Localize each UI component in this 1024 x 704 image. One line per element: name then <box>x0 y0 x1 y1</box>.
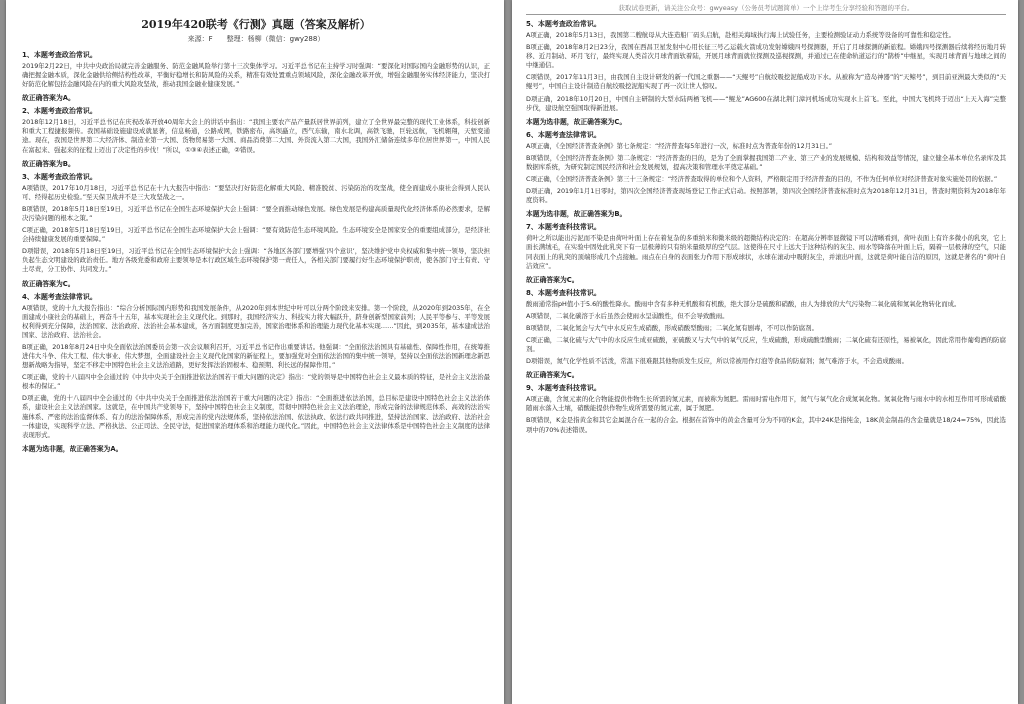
explanation-paragraph: A项错误，二氧化碳溶于水后虽然会使雨水呈弱酸性，但不会导致酸雨。 <box>526 311 729 320</box>
explanation-paragraph: A项正确，《全国经济普查条例》第七条规定：“经济普查每5年进行一次，标准时点为普查年份的12月31日。” <box>526 141 833 150</box>
explanation-paragraph: B项正确，2018年8月24日中央全面依法治国委员会第一次会议顺利召开，习近平总书记作出重要讲话。他强调：“全面依法治国具有基础性、保障性作用，在统筹推进伟大斗争、伟大工程、伟大事业、伟大梦想，全面建设社会主义现代化国家的新征程上，要加强党对全面依法治国的集中统一领导，坚持以全面依法治国新理念新思想新战略为指导，坚定不移走中国特色社会主义法治道路，更好发挥法治固根本、稳预期、利长远的保障作用。” <box>22 342 490 370</box>
question-heading: 3、本题考查政治常识。 <box>22 172 97 181</box>
answer-line: 故正确答案为C。 <box>22 279 75 288</box>
explanation-paragraph: 荷叶之所以能出污泥而不染是由荷叶叶面上存在着复杂的多重纳米和微米级的超微结构决定的：在超高分辨率显微镜下可以清晰看到，荷叶表面上有许多微小的乳突，它上面长满绒毛，在实验中固处此乳突下有一层极薄的只有纳米量级厚的空气层。这使得在尺寸上远大于这种结构的灰尘、雨水等降落在叶面上后，隔着一层极薄的空气，只能同表面上的乳突的顶端形成几个点接触。雨点在自身的表面张力作用下形成球状，水球在滚动中吸附灰尘，并滚出叶面，这就是荷叶能自洁的原因，这就是著名的“荷叶自洁效应”。 <box>526 234 1006 270</box>
explanation-paragraph: B项错误，K金是指黄金和其它金属混合在一起的合金。根据在首饰中的黄金含量可分为不同的K金，其中24K是指纯金，18K黄金制品的含金量就是18/24=75%，因此选项中的70%表述错误。 <box>526 416 1006 434</box>
document-page-left <box>6 0 504 704</box>
explanation-paragraph: D项正确，党的十八届四中全会通过的《中共中央关于全面推进依法治国若干重大问题的决定》指出：“全面推进依法治国，总目标是建设中国特色社会主义法治体系，建设社会主义法治国家。这就是，在中国共产党领导下，坚持中国特色社会主义制度，贯彻中国特色社会主义法治理论，形成完备的法律规范体系、高效的法治实施体系、严密的法治监督体系、有力的法治保障体系，形成完善的党内法规体系，坚持依法治国、依法执政、依法行政共同推进，坚持法治国家、法治政府、法治社会一体建设，实现科学立法、严格执法、公正司法、全民守法，促进国家治理体系和治理能力现代化。”因此，中国特色社会主义法律体系是中国特色社会主义制度的法律表现形式。 <box>22 394 490 439</box>
explanation-paragraph: C项错误，2017年11月3日，由我国自主设计研发的新一代国之重器——“天鲲号”自航绞吸挖泥船成功下水。从被称为“造岛神器”的“天鲸号”，到目前亚洲最大类似的“天鲲号”，中国自主设计制造自航绞吸挖泥船实现了再一次让世人惊叹。 <box>526 73 1006 91</box>
explanation-paragraph: B项错误，二氧化氮会与大气中水反应生成硝酸，形成硝酸型酸雨；二氧化氮有剧毒，不可以作防腐剂。 <box>526 323 818 332</box>
explanation-paragraph: B项正确，2018年8月2日23分，我国在西昌卫星发射中心用长征三号乙运载火箭成功发射嫦娥四号探测器，开启了月球探测的新旅程。嫦娥四号探测器后续将经历地月转移、近月制动、环月飞行，最终实现人类首次月球背面软着陆，开展月球背面就位探测及巡视探测，并通过已在使命轨道运行的“鹊桥”中继星，实现月球背面与地球之间的中继通信。 <box>526 43 1006 70</box>
question-heading: 8、本题考查科技常识。 <box>526 288 601 297</box>
document-page-right <box>512 0 1018 704</box>
explanation-paragraph: B项错误，《全国经济普查条例》第二条规定：“经济普查的目的，是为了全面掌握我国第二产业、第三产业的发展规模、结构和效益等情况，建立健全基本单位名录库及其数据库系统，为研究制定国民经济和社会发展规划，提高决策和管理水平奠定基础。” <box>526 153 1006 171</box>
answer-line: 故正确答案为C。 <box>526 275 579 284</box>
explanation-paragraph: D项错误，氮气化学性质不活泼，常温下很难跟其他物质发生反应，所以常被用作灯泡等食品的防腐剂；氮气难溶于水，不会造成酸雨。 <box>526 357 908 366</box>
explanation-paragraph: A项正确，含氮元素的化合物能提供作物生长所需的氮元素，而被称为氮肥。雷雨时雷电作用下，氮气与氧气化合成氮氧化物。氮氧化物与雨水中的水相互作用可形成硝酸随雨水落入土壤，硝酸能提供作物生成所需要的氮元素，属于氮肥。 <box>526 395 1006 413</box>
left-content <box>22 50 490 453</box>
explanation-paragraph: A项正确，2018年5月13日，我国第二艘航母从大连造船厂码头启航，赴相关海域执行海上试验任务，主要检测验证动力系统等设备的可靠性和稳定性。 <box>526 31 956 39</box>
explanation-paragraph: C项正确，2018年5月18日至19日，习近平总书记在全国生态环境保护大会上强调：“要有效防范生态环境风险。生态环境安全是国家安全的重要组成部分，是经济社会持续健康发展的重要保障。” <box>22 226 490 244</box>
explanation-paragraph: D项正确，2018年10月20日，中国自主研制的大型水陆两栖飞机——“鲲龙”AG600在湖北荆门漳河机场成功实现水上首飞。至此，中国大飞机终于迈出“上天入海”完整步伐，建设航空强国取得新进展。 <box>526 94 1006 112</box>
explanation-paragraph: 2019年2月22日，中共中央政治局就完善金融服务、防范金融风险举行第十三次集体学习。习近平总书记在主持学习时强调：“要深化对国际国内金融形势的认识，正确把握金融本质，深化金融供给侧结构性改革，平衡好稳增长和防风险的关系，精准有效处置重点领域风险，深化金融改革开放，增强金融服务实体经济能力，坚决打好防范化解包括金融风险在内的重大风险攻坚战，推动我国金融业健康发展。” <box>22 62 490 89</box>
question-heading: 4、本题考查法律常识。 <box>22 292 97 301</box>
explanation-paragraph: 2018年12月18日，习近平总书记在庆祝改革开放40周年大会上的讲话中指出：“我国主要农产品产量跃居世界前列，建立了全世界最完整的现代工业体系，科技创新和重大工程捷报频传。我国基础设施建设成就显著，信息畅通，公路成网，铁路密布，高坝矗立，西气东输，南水北调，高铁飞驰，巨轮远航，飞机翱翔，天堑变通途。现在，我国是世界第二大经济体、制造业第一大国、货物贸易第一大国、商品消费第二大国、外资流入第二大国，我国外汇储备连续多年位居世界第一，中国人民在富起来、强起来的征程上迈出了决定性的步伐！”所以，①③④表述正确，②错误。 <box>22 118 490 154</box>
explanation-paragraph: C项正确，《全国经济普查条例》第三十三条规定：“经济普查取得的单位和个人资料，严格限定用于经济普查的目的，不作为任何单位对经济普查对象实施处罚的依据。” <box>526 175 998 184</box>
answer-line: 本题为选非题，故正确答案为C。 <box>526 117 627 126</box>
question-heading: 7、本题考查科技常识。 <box>526 223 601 232</box>
explanation-paragraph: C项正确，党的十八届四中全会通过的《中共中央关于全面推进依法治国若干重大问题的决定》指出：“党的领导是中国特色社会主义最本质的特征，是社会主义法治最根本的保证。” <box>22 373 490 391</box>
explanation-paragraph: B项错误，2018年5月18日至19日，习近平总书记在全国生态环境保护大会上强调：“要全面推动绿色发展。绿色发展是构建高质量现代化经济体系的必然要求，是解决污染问题的根本之策。” <box>22 204 490 222</box>
answer-line: 本题为选非题，故正确答案为A。 <box>22 444 123 453</box>
question-heading: 1、本题考查政治常识。 <box>22 51 97 59</box>
answer-line: 故正确答案为B。 <box>22 159 75 168</box>
explanation-paragraph: D项错误，2018年5月18日至19日，习近平总书记在全国生态环境保护大会上强调：“各地区各部门要增强‘四个意识’，坚决维护党中央权威和集中统一领导，坚决担负起生态文明建设的政治责任。地方各级党委和政府主要领导是本行政区域生态环境保护第一责任人，各相关部门要履行好生态环境保护职责，使各部门守土有责、守土尽责，分工协作、共同发力。” <box>22 247 490 274</box>
explanation-paragraph: A项错误，2017年10月18日，习近平总书记在十九大报告中指出：“要坚决打好防范化解重大风险、精准脱贫、污染防治的攻坚战，使全面建成小康社会得到人民认可、经得起历史检验。”至天保卫战并不是三大攻坚战之一。 <box>22 183 490 201</box>
document-source-line: 来源：F 整理：杨柳（微信：gwy288） <box>187 35 325 43</box>
answer-line: 故正确答案为A。 <box>22 94 75 103</box>
question-heading: 9、本题考查科技常识。 <box>526 384 601 393</box>
question-heading: 2、本题考查政治常识。 <box>22 107 97 116</box>
right-content <box>526 19 1006 435</box>
explanation-paragraph: 酸雨通常指pH值小于5.6的酸性降水。酸雨中含有多种无机酸和有机酸，绝大部分是硫酸和硝酸，由人为排放的大气污染物二氧化硫和氮氧化物转化而成。 <box>526 299 961 308</box>
question-heading: 5、本题考查政治常识。 <box>526 20 601 28</box>
page-header-note: 获取试卷更新，请关注公众号：gwyeasy（公务员考试题简单）一个上岸考生分享经验和答题的平台。 <box>526 3 1006 15</box>
document-title: 2019年420联考《行测》真题（答案及解析） <box>141 18 371 31</box>
explanation-paragraph: C项正确，二氧化硫与大气中的水反应生成亚硫酸，亚硫酸又与大气中的氧气反应，生成硫酸，形成硫酸型酸雨；二氧化硫有还原性，易被氧化，因此常用作葡萄酒的防腐剂。 <box>526 335 1006 354</box>
answer-line: 故正确答案为C。 <box>526 371 579 380</box>
explanation-paragraph: A项错误，党的十九大报告指出：“综合分析国际国内形势和我国发展条件，从2020年到本世纪中叶可以分两个阶段来安排。第一个阶段，从2020年到2035年，在全面建成小康社会的基础上，再奋斗十五年，基本实现社会主义现代化。到那时，我国经济实力、科技实力将大幅跃升，跻身创新型国家前列；人民平等参与、平等发展权利得到充分保障，法治国家、法治政府、法治社会基本建成，各方面制度更加完善，国家治理体系和治理能力现代化基本实现……”因此，到2035年，基本建成法治国家、法治政府、法治社会。 <box>22 303 490 339</box>
question-heading: 6、本题考查法律常识。 <box>526 130 601 139</box>
answer-line: 本题为选非题，故正确答案为B。 <box>526 210 627 219</box>
explanation-paragraph: D项正确，2019年1月1日零时，第四次全国经济普查现场登记工作正式启动。按照部署，第四次全国经济普查标准时点为2018年12月31日，普查时期资料为2018年年度资料。 <box>526 187 1006 205</box>
